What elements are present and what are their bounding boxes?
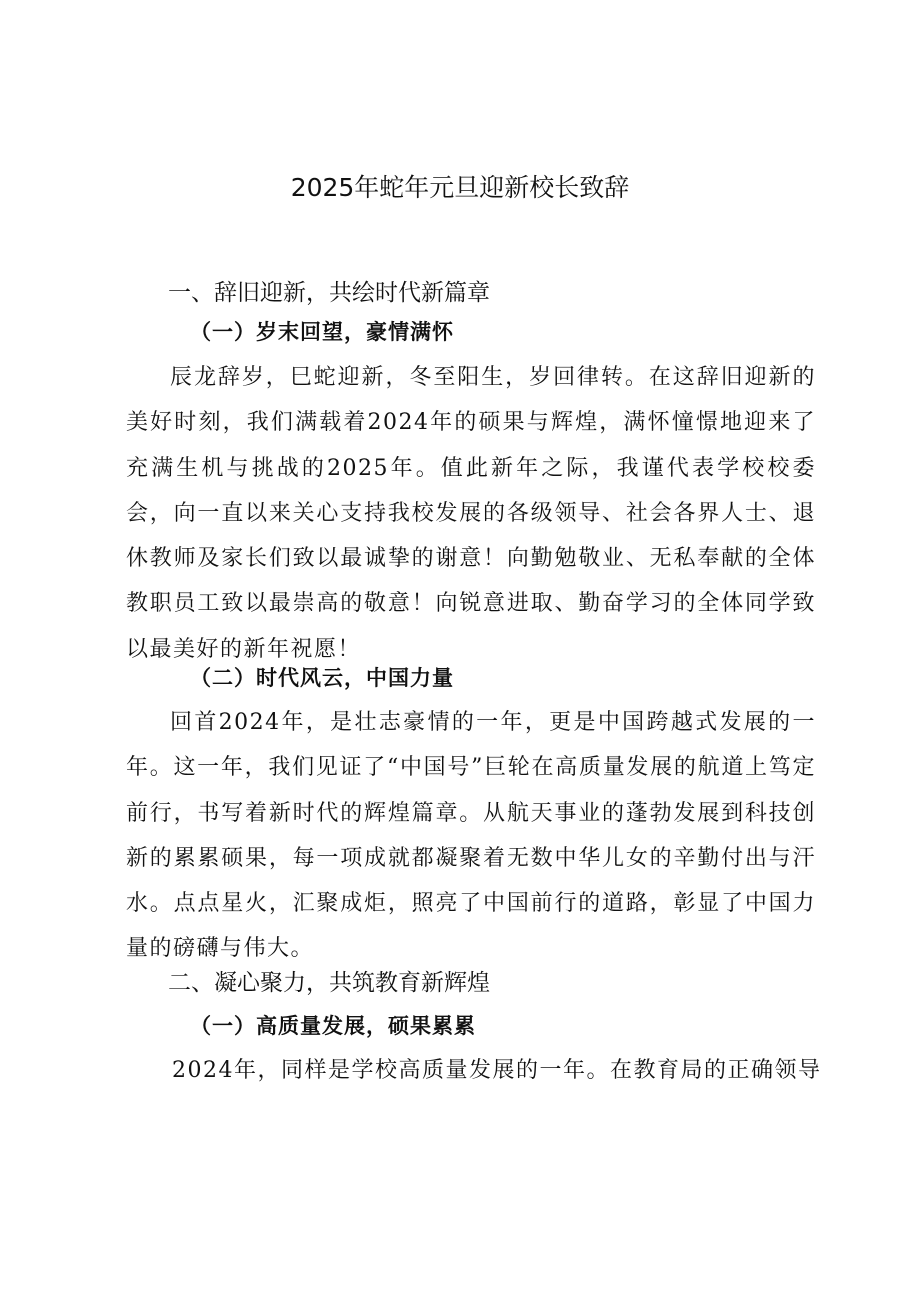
section-1-heading: 一、辞旧迎新，共绘时代新篇章 bbox=[168, 280, 490, 306]
section-1-paragraph-1: 辰龙辞岁，巳蛇迎新，冬至阳生，岁回律转。在这辞旧迎新的美好时刻，我们满载着2024年的硕果与辉煌，满怀憧憬地迎来了充满生机与挑战的2025年。值此新年之际，我谨代表学校校委会，向一直以来关心支持我校发展的各级领导、社会各界人士、退休教师及家长们致以最诚挚的谢意！向勤勉敬业、无私奉献的全体教职员工致以最崇高的敬意！向锐意进取、勤奋学习的全体同学致以最美好的新年祝愿！ bbox=[126, 365, 816, 662]
section-1-subheading-1: （一）岁末回望，豪情满怀 bbox=[190, 319, 454, 344]
section-1-paragraph-2: 回首2024年，是壮志豪情的一年，更是中国跨越式发展的一年。这一年，我们见证了“中国号”巨轮在高质量发展的航道上笃定前行，书写着新时代的辉煌篇章。从航天事业的蓬勃发展到科技创新的累累硕果，每一项成就都凝聚着无数中华儿女的辛勤付出与汗水。点点星火，汇聚成炬，照亮了中国前行的道路，彰显了中国力量的磅礴与伟大。 bbox=[126, 710, 816, 962]
document-title: 2025年蛇年元旦迎新校长致辞 bbox=[290, 173, 630, 202]
section-1-subheading-2: （二）时代风云，中国力量 bbox=[190, 665, 454, 690]
section-2-subheading-1: （一）高质量发展，硕果累累 bbox=[190, 1013, 476, 1038]
section-2-heading: 二、凝心聚力，共筑教育新辉煌 bbox=[168, 970, 490, 996]
section-2-paragraph-1: 2024年，同样是学校高质量发展的一年。在教育局的正确领导 bbox=[172, 1058, 822, 1083]
